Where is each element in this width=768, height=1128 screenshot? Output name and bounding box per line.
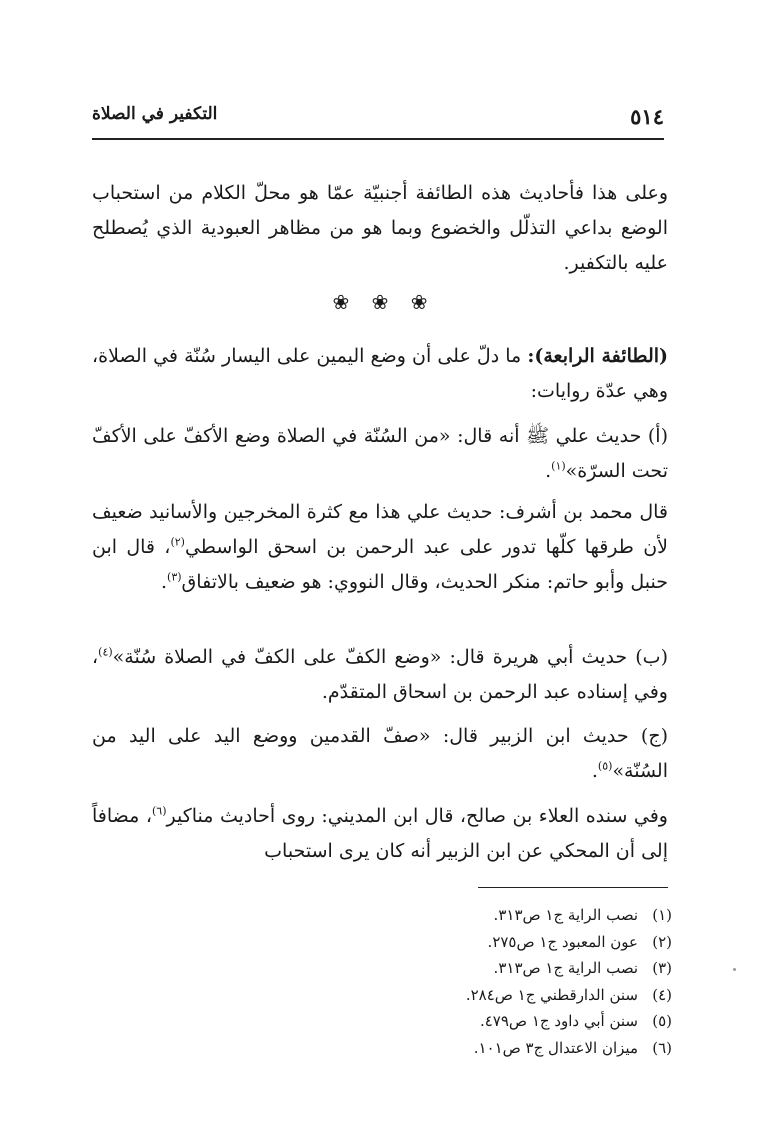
paragraph-7-text-a: وفي سنده العلاء بن صالح، قال ابن المديني: روى أحاديث مناكير <box>166 805 668 827</box>
page-header <box>92 104 664 140</box>
footnotes-list <box>332 902 672 1062</box>
footnote-number: (٤) <box>652 985 672 1004</box>
footnote-ref-3: (٣) <box>167 570 182 584</box>
footnote-text: نصب الراية ج١ ص٣١٣. <box>493 959 638 978</box>
paragraph-4 <box>92 495 668 600</box>
paragraph-5 <box>92 640 668 710</box>
footnote-ref-6: (٦) <box>151 804 167 818</box>
footnote-ref-4: (٤) <box>98 645 113 659</box>
footnote-item <box>332 902 672 929</box>
paragraph-5-text-a: (ب) حديث أبي هريرة قال: «وضع الكفّ على الكفّ في الصلاة سُنّة» <box>112 646 668 668</box>
paragraph-6-end: . <box>591 760 598 782</box>
footnote-ref-5: (٥) <box>597 759 613 773</box>
footnote-item <box>332 955 672 982</box>
footnote-ref-1: (١) <box>551 459 566 473</box>
footnote-text: عون المعبود ج١ ص٢٧٥. <box>487 932 638 951</box>
paragraph-6-text: (ج) حديث ابن الزبير قال: «صفّ القدمين ووضع اليد على اليد من السُنّة» <box>92 725 668 782</box>
section-heading: (الطائفة الرابعة): <box>527 345 669 367</box>
paragraph-4-text-a: قال محمد بن أشرف: حديث علي هذا مع كثرة المخرجين والأسانيد ضعيف لأن طرقها كلّها تدور على عبد الرحمن بن اسحق الواسطي <box>92 501 668 558</box>
footnote-item <box>332 1008 672 1035</box>
footnote-number: (٢) <box>652 932 672 951</box>
paragraph-7-text-b: ، مضافاً إلى أن المحكي عن ابن الزبير أنه كان يرى استحباب <box>92 805 668 862</box>
footnote-item <box>332 929 672 956</box>
footnote-text: سنن الدارقطني ج١ ص٢٨٤. <box>465 985 638 1004</box>
paragraph-2-text: ما دلّ على أن وضع اليمين على اليسار سُنّة في الصلاة، وهي عدّة روايات: <box>92 345 668 402</box>
footnote-ref-2: (٢) <box>170 535 185 549</box>
footnote-separator <box>478 887 668 888</box>
paragraph-5-text-b: ، وفي إسناده عبد الرحمن بن اسحاق المتقدّم. <box>92 646 668 703</box>
footnote-text: ميزان الاعتدال ج٣ ص١٠١. <box>473 1038 638 1057</box>
footnote-text: نصب الراية ج١ ص٣١٣. <box>493 906 638 924</box>
paragraph-6 <box>92 719 668 789</box>
footnote-number: (٣) <box>652 959 672 978</box>
footnote-number: (٦) <box>652 1038 672 1057</box>
footnote-text: سنن أبي داود ج١ ص٤٧٩. <box>479 1012 638 1031</box>
scan-speck <box>733 968 736 971</box>
running-title: التكفير في الصلاة <box>92 104 218 124</box>
paragraph-3-end: . <box>545 460 552 482</box>
paragraph-2 <box>92 339 668 409</box>
page-number: ٥١٤ <box>630 104 664 129</box>
footnote-item <box>332 1035 672 1062</box>
paragraph-4-text-b: ، قال ابن حنبل وأبو حاتم: منكر الحديث، وقال النووي: هو ضعيف بالاتفاق <box>92 536 668 593</box>
section-divider-ornaments: ❀ ❀ ❀ <box>332 290 436 314</box>
paragraph-3 <box>92 419 668 489</box>
footnote-number: (٥) <box>652 1012 672 1031</box>
paragraph-1: وعلى هذا فأحاديث هذه الطائفة أجنبيّة عمّا هو محلّ الكلام من استحباب الوضع بداعي التذلّل والخضوع وبما هو من مظاهر العبودية الذي يُصطلح عليه بالتكفير. <box>92 182 668 274</box>
footnote-item <box>332 982 672 1009</box>
paragraph-7 <box>92 799 668 869</box>
footnote-number: (١) <box>652 906 672 924</box>
paragraph-3-text: (أ) حديث علي ﷺ أنه قال: «من السُنّة في الصلاة وضع الأكفّ على الأكفّ تحت السرّة» <box>92 425 668 482</box>
paragraph-4-end: . <box>160 571 168 593</box>
